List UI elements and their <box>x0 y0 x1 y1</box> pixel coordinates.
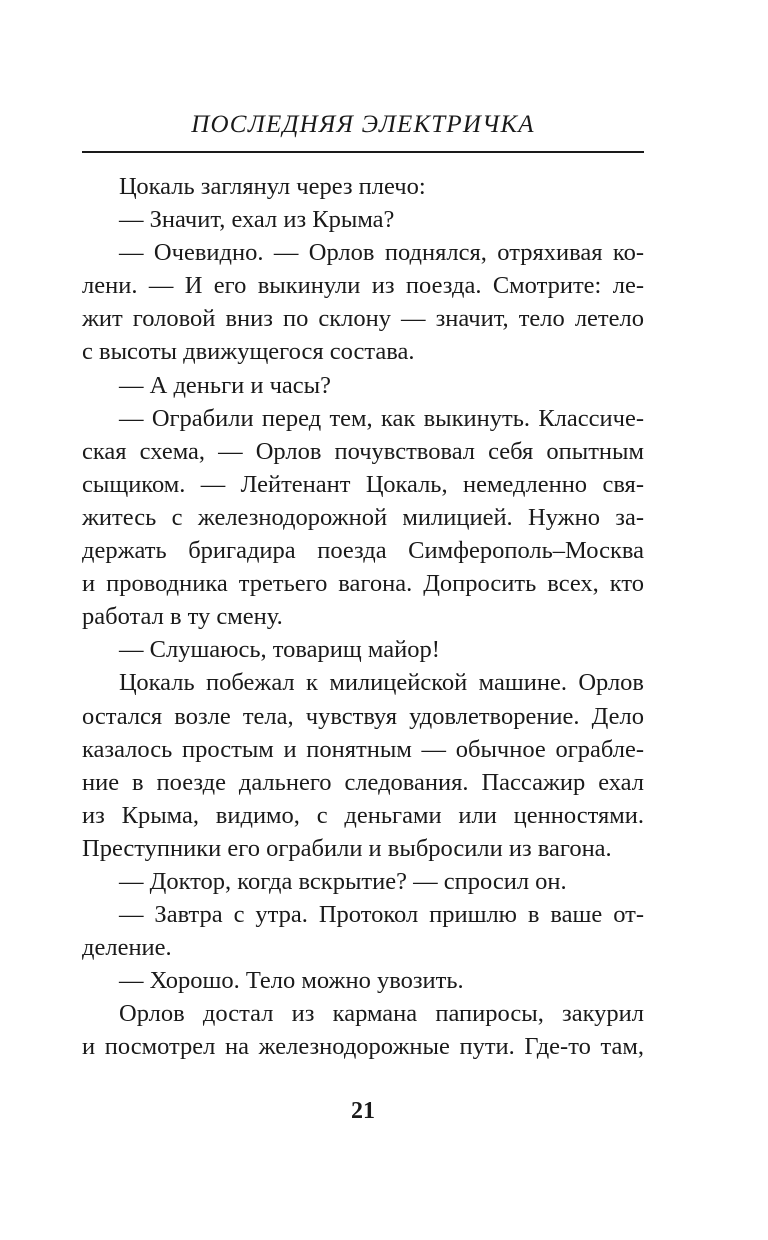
text-line: — Ограбили перед тем, как выкинуть. Классиче- <box>119 404 644 432</box>
text-line: держать бригадира поезда Симферополь–Москва <box>82 537 644 565</box>
text-line: — Очевидно. — Орлов поднялся, отряхивая ко- <box>119 239 644 267</box>
text-line: лени. — И его выкинули из поезда. Смотрите: ле- <box>82 272 644 300</box>
text-line: Цокаль заглянул через плечо: <box>119 173 426 200</box>
text-line: из Крыма, видимо, с деньгами или ценностями. <box>82 801 644 829</box>
text-line: и проводника третьего вагона. Допросить всех, кто <box>82 570 644 598</box>
text-line: и посмотрел на железнодорожные пути. Где-то там, <box>82 1033 644 1061</box>
text-line: житесь с железнодорожной милицией. Нужно за- <box>82 503 644 531</box>
text-line: — Доктор, когда вскрытие? — спросил он. <box>119 867 567 895</box>
text-line: — Хорошо. Тело можно увозить. <box>119 967 464 995</box>
text-line: — Значит, ехал из Крыма? <box>119 206 395 234</box>
text-line: деление. <box>82 934 172 962</box>
running-head-title: ПОСЛЕДНЯЯ ЭЛЕКТРИЧКА <box>191 111 535 138</box>
text-line: — Завтра с утра. Протокол пришлю в ваше от- <box>119 901 644 929</box>
text-line: — Слушаюсь, товарищ майор! <box>119 636 440 664</box>
text-line: — А деньги и часы? <box>119 371 331 399</box>
header-rule <box>82 151 644 153</box>
text-line: ние в поезде дальнего следования. Пассажир ехал <box>82 768 644 796</box>
text-line: остался возле тела, чувствуя удовлетворение. Дело <box>82 702 644 730</box>
text-line: сыщиком. — Лейтенант Цокаль, немедленно свя- <box>82 470 644 498</box>
text-line: казалось простым и понятным — обычное ограбле- <box>82 735 644 763</box>
text-line: Орлов достал из кармана папиросы, закурил <box>119 1000 644 1028</box>
body-text <box>82 170 644 1064</box>
text-line: ская схема, — Орлов почувствовал себя опытным <box>82 437 644 465</box>
text-line: жит головой вниз по склону — значит, тело летело <box>82 305 644 333</box>
text-line: с высоты движущегося состава. <box>82 338 415 366</box>
text-line: Цокаль побежал к милицейской машине. Орлов <box>119 669 644 697</box>
page-number: 21 <box>351 1098 375 1124</box>
text-line: работал в ту смену. <box>82 603 283 631</box>
text-line: Преступники его ограбили и выбросили из вагона. <box>82 834 612 862</box>
